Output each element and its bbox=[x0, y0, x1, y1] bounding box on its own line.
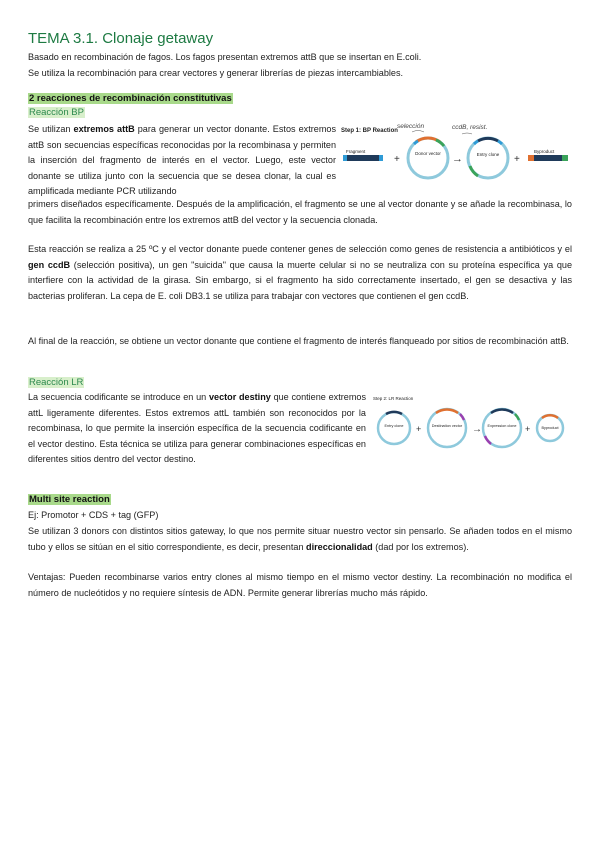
lr-step-label: Step 2: LR Reaction bbox=[373, 396, 414, 401]
bp-p2-pre: Esta reacción se realiza a 25 ºC y el vector donante puede contener genes de selección como genes de resistencia a antibióticos y el bbox=[28, 244, 572, 254]
bp-fragment-label: Fragment bbox=[346, 149, 366, 154]
bp-entry-label: Entry clone bbox=[476, 152, 500, 157]
bp-p1-post: para generar un vector donante. Estos extremos attB son secuencias específicas reconocidas por la recombinasa y permiten la inserción del fragmento de interés en el vector. Luego, este vector donante se utiliza junto con la secuencia que se desea clonar, la cual es amplificada mediante PCR utilizando bbox=[28, 124, 336, 196]
multisite-heading-text: Multi site reaction bbox=[29, 494, 110, 505]
section-heading-text: 2 reacciones de recombinación constitutivas bbox=[29, 93, 232, 104]
bp-paragraph-2 bbox=[28, 242, 572, 304]
lr-plus-2: + bbox=[525, 424, 531, 434]
lr-destination-label: Destination vector bbox=[431, 424, 463, 428]
lr-p1-pre: La secuencia codificante se introduce en un bbox=[28, 392, 209, 402]
bp-arrow: → bbox=[452, 153, 463, 165]
lr-plus-1: + bbox=[416, 424, 422, 434]
bp-p2-bold: gen ccdB bbox=[28, 259, 71, 270]
page-title: TEMA 3.1. Clonaje getaway bbox=[28, 30, 214, 47]
multisite-example: Ej: Promotor + CDS + tag (GFP) bbox=[28, 510, 159, 520]
bp-handwriting-1: selección bbox=[397, 123, 425, 130]
bp-step-label: Step 1: BP Reaction bbox=[341, 128, 398, 134]
intro-paragraph bbox=[28, 50, 573, 81]
subheading-lr bbox=[28, 376, 84, 390]
lr-expression-label: Expression clone bbox=[487, 424, 517, 428]
lr-expression-clone-icon bbox=[483, 409, 521, 447]
bp-plus-1: + bbox=[394, 154, 400, 165]
bp-p1-bold: extremos attB bbox=[73, 124, 135, 134]
bp-paragraph-3: Al final de la reacción, se obtiene un vector donante que contiene el fragmento de interés flanqueado por sitios de recombinación attB. bbox=[28, 336, 569, 346]
bp-fragment-icon bbox=[343, 155, 383, 161]
multisite-p1-post: (dad por los extremos). bbox=[372, 541, 469, 552]
bp-paragraph-1 bbox=[28, 122, 336, 200]
bp-byproduct-label: Byproduct bbox=[534, 149, 555, 154]
lr-arrow: → bbox=[472, 424, 482, 435]
bp-p1-pre: Se utilizan bbox=[28, 124, 74, 134]
subheading-lr-text: Reacción LR bbox=[29, 377, 84, 388]
subheading-bp bbox=[28, 106, 85, 120]
lr-reaction-figure bbox=[372, 392, 572, 452]
intro-line-1: Basado en recombinación de fagos. Los fagos presentan extremos attB que se insertan en E.coli. bbox=[28, 52, 422, 62]
bp-donor-plasmid-icon bbox=[408, 138, 448, 178]
bp-reaction-figure bbox=[340, 120, 572, 190]
multisite-paragraph-1 bbox=[28, 524, 572, 555]
bp-plus-2: + bbox=[514, 154, 520, 165]
intro-line-2: Se utiliza la recombinación para crear vectores y generar librerías de piezas intercambiables. bbox=[28, 67, 404, 78]
lr-entry-label: Entry clone bbox=[384, 424, 404, 428]
bp-donor-label: Donor vector bbox=[415, 151, 441, 156]
section-heading-recombination bbox=[28, 92, 233, 106]
lr-p1-bold: vector destiny bbox=[208, 392, 271, 402]
multisite-paragraph-2: Ventajas: Pueden recombinarse varios entry clones al mismo tiempo en el mismo vector destiny. La recombinación no modifica el número de nucleótidos y no requiere síntesis de ADN. Permite generar librerías mucho más rápido. bbox=[28, 572, 572, 598]
lr-byproduct-label: Byproduct bbox=[541, 426, 559, 430]
bp-entry-clone-icon bbox=[468, 138, 508, 178]
subheading-bp-text: Reacción BP bbox=[29, 107, 84, 118]
bp-handwriting-2: ccdB, resist. bbox=[452, 124, 488, 131]
lr-p1-post: que contiene extremos attL ligeramente diferentes. Estos extremos attL también son reconocidos por la recombinasa, lo que permite la inserción específica de la secuencia codificante en el vector destino. Esta técnica se utiliza para generar combinaciones específicas en diferentes sitios dentro del vector destino. bbox=[28, 392, 366, 464]
multisite-p1-bold: direccionalidad bbox=[306, 541, 373, 552]
bp-p2-post: (selección positiva), un gen "suicida" que causa la muerte celular si no se neutraliza con su proteína específica ya que interfiere con la actividad de la girasa. Sin embargo, si el fragmento ha sido correctamente insertado, el gen se desactiva y las bacterias proliferan. La cepa de E. coli DB3.1 se utiliza para trabajar con vectores que contienen el gen ccdB. bbox=[28, 259, 573, 301]
multisite-p1-pre: Se utilizan 3 donors con distintos sitios gateway, lo que nos permite situar nuestro vector sin pensarlo. Se añaden todos en el mismo tubo y ellos se sitúan en el sitio correspondiente, es decir, presentan bbox=[28, 526, 572, 552]
bp-byproduct-icon bbox=[528, 155, 568, 161]
lr-paragraph bbox=[28, 390, 366, 468]
lr-destination-vector-icon bbox=[428, 409, 466, 447]
section-heading-multisite bbox=[28, 493, 111, 507]
bp-paragraph-1-continued: primers diseñados específicamente. Después de la amplificación, el fragmento se une al vector donante y se añade la recombinasa, lo que facilita la recombinación entre los extremos attB del vector y la secuencia clonada. bbox=[28, 199, 572, 225]
